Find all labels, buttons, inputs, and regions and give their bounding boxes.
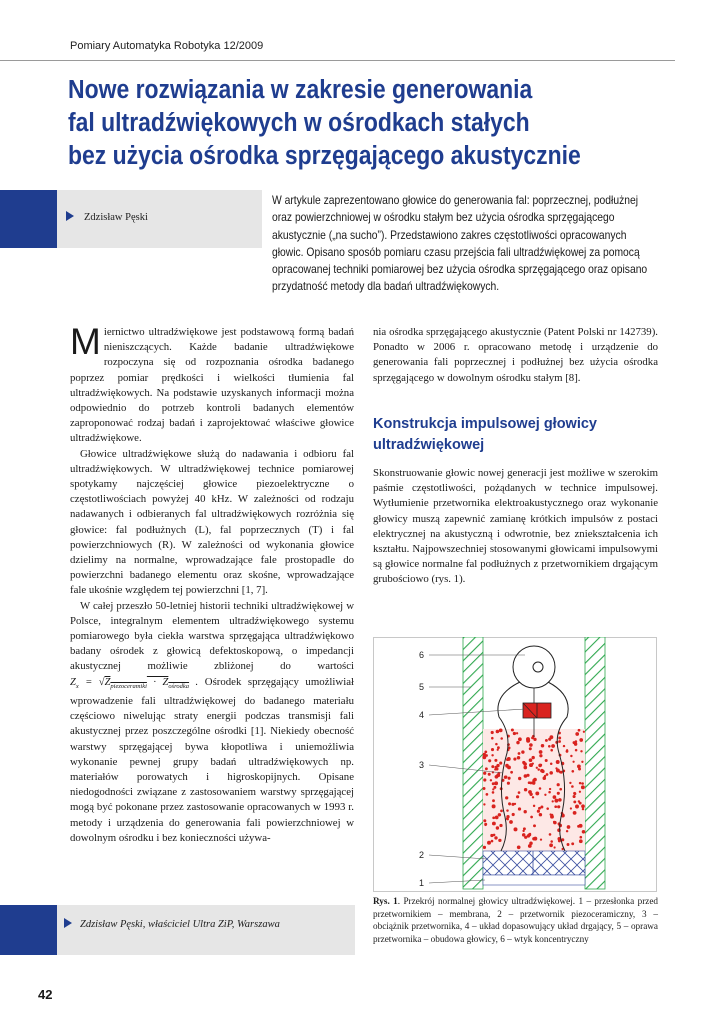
- backing-dot: [539, 750, 543, 754]
- backing-dot: [571, 842, 574, 845]
- backing-dot: [483, 772, 486, 775]
- backing-dot: [495, 816, 499, 820]
- backing-dot: [533, 824, 536, 827]
- backing-dot: [484, 824, 486, 826]
- dropcap: M: [70, 321, 101, 362]
- paragraph-4: Skonstruowanie głowic nowej generacji jest możliwe w szerokim paśmie częstotliwości, pożądanych w technice impulsowej. Wytłumienie przetwornika elektroakustycznego oraz wykonanie głowicy muszą zapewnić zamianę krótkich impulsów z postaci elektrycznej na akustyczną i odwrotnie, bez zniekształcenia ich kształtu. Najpowszechniej stosowanymi głowicami impulsowymi są głowice normalne fal podłużnych z przetwornikiem drgającym grubościowo (rys. 1).: [373, 467, 658, 586]
- backing-dot: [517, 845, 521, 849]
- author-name: Zdzisław Pęski: [84, 212, 148, 223]
- backing-dot: [529, 841, 533, 845]
- formula-lhs: Z: [70, 676, 76, 688]
- formula-radicand: [105, 677, 189, 688]
- formula-z1: Z: [104, 676, 111, 688]
- backing-dot: [578, 800, 580, 802]
- page-number: 42: [38, 987, 53, 1002]
- backing-dot: [573, 811, 577, 815]
- backing-dot: [529, 758, 533, 762]
- paragraph-2: Głowice ultradźwiękowe służą do nadawania i odbioru fal ultradźwiękowych. W ultradźwiękowej technice pomiarowej spotykamy najczęściej głowice piezoelektryczne o częstotliwościach powyżej 40 kHz. W zależności od rodzaju nadawanych i odbieranych fal ultradźwiękowych rozróżnia się głowice: fal podłużnych (L), fal poprzecznych (T) i fal powierzchniowych (R). W zależności od wykonania głowice dzielimy na normalne, wprowadzające fale prostopadle do powierzchni badanego elementu oraz skośne, wprowadzające fale ukośnie względem tej powierzchni [1, 7].: [70, 447, 354, 597]
- figure-caption-text: . Przekrój normalnej głowicy ultradźwiękowej. 1 – przesłonka przed przetwornikiem – membrana, 2 – przetwornik piezoceramiczny, 3 – obciążnik przetwornika, 4 – układ dopasowujący układ drgający, 5 – oprawa przetwornika – obudowa głowicy, 6 – wtyk koncentryczny: [373, 896, 658, 944]
- backing-dot: [496, 764, 499, 767]
- formula-z2-sub: ośrodka: [168, 682, 190, 690]
- coax-connector-outer: [513, 646, 555, 688]
- backing-dot: [490, 779, 492, 781]
- backing-dot: [575, 805, 579, 809]
- backing-dot: [552, 800, 554, 802]
- backing-dot: [522, 761, 525, 764]
- backing-dot: [492, 799, 495, 802]
- piezo-transducer: [483, 851, 585, 875]
- backing-dot: [536, 767, 538, 769]
- backing-dot: [581, 785, 585, 789]
- backing-dot: [532, 762, 534, 764]
- backing-dot: [529, 781, 532, 784]
- backing-dot: [581, 782, 584, 785]
- backing-dot: [511, 728, 514, 731]
- backing-dot: [508, 803, 510, 805]
- figure-label-4: 4: [419, 710, 425, 720]
- backing-dot: [558, 737, 561, 740]
- backing-dot: [545, 739, 548, 742]
- title-line-1: Nowe rozwiązania w zakresie generowania: [68, 76, 533, 104]
- backing-dot: [483, 803, 485, 805]
- backing-dot: [550, 749, 553, 752]
- author-accent-bar: [0, 190, 57, 248]
- backing-dot: [482, 787, 485, 790]
- backing-dot: [492, 822, 496, 826]
- backing-dot: [559, 771, 562, 774]
- backing-dot: [548, 791, 551, 794]
- backing-dot: [516, 732, 518, 734]
- backing-dot: [513, 758, 516, 761]
- figure-label-1: 1: [419, 878, 425, 888]
- coax-connector-inner: [533, 662, 543, 672]
- backing-dot: [530, 816, 533, 819]
- backing-dot: [511, 803, 514, 806]
- triangle-right-icon: [66, 211, 74, 221]
- backing-dot: [492, 791, 495, 794]
- backing-dot: [558, 740, 561, 743]
- backing-dot: [491, 754, 493, 756]
- backing-dot: [507, 782, 510, 785]
- backing-dot: [569, 782, 571, 784]
- paragraph-intro: [70, 321, 354, 447]
- backing-dot: [523, 766, 527, 770]
- backing-dot: [492, 788, 494, 790]
- author-affiliation: Zdzisław Pęski, właściciel Ultra ZiP, Warszawa: [80, 919, 280, 930]
- backing-dot: [532, 782, 535, 785]
- backing-dot: [582, 830, 586, 834]
- backing-dot: [554, 799, 558, 803]
- backing-dot: [550, 762, 553, 765]
- backing-dot: [574, 742, 577, 745]
- backing-dot: [505, 796, 508, 799]
- backing-dot: [514, 827, 518, 831]
- backing-dot: [553, 795, 557, 799]
- backing-dot: [505, 776, 507, 778]
- backing-dot: [533, 738, 536, 741]
- backing-dot: [506, 809, 508, 811]
- body-column-right-top: [373, 325, 658, 386]
- formula-end: .: [189, 676, 199, 688]
- backing-dot: [574, 792, 577, 795]
- backing-dot: [506, 815, 509, 818]
- backing-dot: [544, 794, 546, 796]
- backing-dot: [524, 774, 528, 778]
- backing-dot: [488, 773, 491, 776]
- backing-dot: [559, 788, 562, 791]
- backing-dot: [554, 846, 556, 848]
- article-title: [68, 74, 626, 173]
- backing-dot: [523, 827, 526, 830]
- backing-dot: [575, 749, 578, 752]
- backing-dot: [518, 752, 521, 755]
- backing-dot: [500, 737, 503, 740]
- backing-dot: [579, 824, 583, 828]
- backing-dot: [581, 804, 585, 808]
- backing-dot: [529, 747, 532, 750]
- triangle-right-icon: [64, 918, 72, 928]
- backing-dot: [571, 785, 574, 788]
- backing-dot: [540, 838, 542, 840]
- membrane: [483, 875, 585, 885]
- backing-dot: [496, 730, 500, 734]
- backing-dot: [513, 732, 516, 735]
- backing-dot: [517, 756, 521, 760]
- backing-dot: [570, 755, 572, 757]
- backing-dot: [540, 764, 542, 766]
- backing-dot: [553, 821, 557, 825]
- backing-dot: [491, 765, 494, 768]
- backing-dot: [570, 807, 572, 809]
- paragraph-continuation: nia ośrodka sprzęgającego akustycznie (Patent Polski nr 142739). Ponadto w 2006 r. opracowano metodę i urządzenie do generowania fali poprzecznej i podłużnej bez użycia ośrodka sprzęgającego w dowolnym ośrodku stałym [8].: [373, 326, 658, 384]
- backing-dot: [579, 836, 582, 839]
- backing-dot: [487, 841, 491, 845]
- backing-dot: [550, 840, 553, 843]
- probe-cross-section-figure: [373, 637, 657, 892]
- backing-dot: [499, 762, 502, 765]
- backing-dot: [577, 765, 581, 769]
- backing-dot: [508, 777, 511, 780]
- backing-dot: [579, 839, 583, 843]
- backing-dot: [492, 816, 495, 819]
- backing-dot: [549, 833, 552, 836]
- backing-dot: [516, 741, 519, 744]
- backing-dot: [580, 750, 582, 752]
- backing-dot: [521, 750, 524, 753]
- backing-dot: [526, 737, 530, 741]
- backing-dot: [494, 759, 497, 762]
- backing-dot: [578, 729, 581, 732]
- backing-dot: [557, 792, 560, 795]
- backing-dot: [541, 744, 544, 747]
- backing-dot: [491, 737, 494, 740]
- housing-wall-left: [463, 637, 483, 889]
- paragraph-intro-text: iernictwo ultradźwiękowe jest podstawową formą badań nieniszczących. Każde badanie ultradźwiękowe rozpoczyna się od rozpoznania ośrodka badanego poprzez pomiar prędkości i wielkości tłumienia fal ultradźwiękowych. Na podstawie uzyskanych informacji można odpowiednio do potrzeb kontroli badanych elementów zaproponować rodzaj badań i zaprojektować właściwe głowice ultradźwiękowe.: [70, 326, 354, 445]
- backing-dot: [573, 800, 576, 803]
- backing-dot: [546, 807, 549, 810]
- backing-dot: [575, 732, 579, 736]
- backing-dot: [512, 813, 515, 816]
- backing-dot: [518, 737, 522, 741]
- body-column-right: [373, 466, 658, 588]
- figure-label-5: 5: [419, 682, 425, 692]
- backing-dot: [488, 759, 491, 762]
- backing-dot: [535, 791, 539, 795]
- figure-label-2: 2: [419, 850, 425, 860]
- backing-dot: [572, 761, 574, 763]
- backing-dot: [518, 777, 521, 780]
- backing-dot: [485, 754, 488, 757]
- section-heading: Konstrukcja impulsowej głowicy ultradźwiękowej: [373, 416, 597, 453]
- backing-dot: [579, 782, 582, 785]
- backing-dot: [540, 769, 544, 773]
- header-divider: [0, 60, 675, 61]
- backing-dot: [518, 791, 521, 794]
- backing-dot: [486, 793, 489, 796]
- backing-dot: [506, 758, 509, 761]
- backing-dot: [550, 815, 554, 819]
- backing-dot: [579, 791, 581, 793]
- backing-dot: [491, 731, 494, 734]
- impedance-formula: [70, 677, 198, 688]
- backing-dot: [548, 745, 551, 748]
- formula-dot: ·: [146, 676, 163, 688]
- backing-dot: [582, 808, 584, 810]
- backing-dot: [529, 793, 532, 796]
- backing-dot: [567, 843, 570, 846]
- backing-dot: [483, 819, 486, 822]
- housing-wall-right: [585, 637, 605, 889]
- backing-dot: [537, 810, 540, 813]
- backing-dot: [579, 738, 583, 742]
- formula-lhs-sub: x: [75, 682, 79, 690]
- backing-dot: [483, 778, 486, 781]
- backing-dot: [566, 830, 568, 832]
- paragraph-3: [70, 599, 354, 846]
- backing-dot: [549, 843, 553, 847]
- backing-dot: [485, 767, 488, 770]
- backing-dot: [509, 820, 513, 824]
- backing-dot: [533, 778, 537, 782]
- backing-dot: [573, 795, 576, 798]
- backing-dot: [557, 783, 560, 786]
- backing-dot: [492, 771, 494, 773]
- backing-dot: [583, 731, 585, 733]
- backing-dot: [493, 834, 496, 837]
- backing-dot: [539, 813, 542, 816]
- backing-dot: [537, 768, 539, 770]
- backing-dot: [494, 781, 498, 785]
- backing-dot: [567, 825, 571, 829]
- backing-dot: [531, 737, 533, 739]
- backing-dot: [566, 750, 569, 753]
- backing-dot: [491, 840, 494, 843]
- figure-caption-label: Rys. 1: [373, 896, 398, 906]
- backing-dot: [483, 846, 486, 849]
- backing-dot: [581, 761, 583, 763]
- backing-dot: [533, 805, 535, 807]
- journal-header: Pomiary Automatyka Robotyka 12/2009: [70, 40, 264, 52]
- backing-dot: [550, 735, 554, 739]
- backing-dot: [545, 759, 548, 762]
- body-column-left: [70, 321, 355, 846]
- backing-dot: [551, 744, 555, 748]
- backing-dot: [546, 773, 549, 776]
- backing-dot: [558, 798, 562, 802]
- backing-dot: [557, 805, 560, 808]
- backing-dot: [563, 745, 565, 747]
- backing-dot: [499, 824, 502, 827]
- backing-dot: [554, 805, 557, 808]
- backing-dot: [495, 743, 498, 746]
- backing-dot: [532, 756, 535, 759]
- figure-label-6: 6: [419, 650, 425, 660]
- backing-dot: [549, 771, 553, 775]
- abstract: W artykule zaprezentowano głowice do generowania fal: poprzecznej, podłużnej oraz powierzchniowej w ośrodku stałym bez użycia ośrodka sprzęgającego akustycznie („na sucho”). Przedstawiono zakres częstotliwości opracowanych głowic. Opisano sposób pomiaru czasu przejścia fali ultradźwiękowej za pomocą opracowanej techniki pomiarowej bez użycia ośrodka sprzęgającego oraz opisano przydatność metody dla badań ultradźwiękowych.: [272, 193, 648, 294]
- backing-dot: [529, 833, 531, 835]
- backing-dot: [532, 796, 534, 798]
- backing-dot: [540, 806, 543, 809]
- backing-dot: [498, 813, 501, 816]
- backing-dot: [492, 804, 496, 808]
- backing-dot: [518, 807, 521, 810]
- figure-label-3: 3: [419, 760, 425, 770]
- formula-z2: Z: [162, 676, 169, 688]
- title-line-3: bez użycia ośrodka sprzęgającego akustycznie: [68, 142, 581, 170]
- backing-dot: [555, 767, 557, 769]
- figure-caption: [373, 895, 658, 945]
- backing-dot: [571, 770, 574, 773]
- backing-dot: [549, 788, 551, 790]
- backing-dot: [544, 775, 546, 777]
- paragraph-3-text-a: W całej przeszło 50-letniej historii techniki ultradźwiękowej w Polsce, integralnym elementem ultradźwiękowego systemu pomiarowego była ciekła warstwa sprzęgająca ultradźwiękowo badany ośrodek z głowicą defektoskopową, o impedancji akustycznej możliwie zbliżonej do wartości: [70, 599, 354, 673]
- backing-dot: [507, 765, 511, 769]
- backing-dot: [499, 729, 503, 733]
- backing-dot: [492, 782, 495, 785]
- backing-dot: [491, 748, 494, 751]
- backing-dot: [524, 788, 527, 791]
- backing-dot: [522, 833, 526, 837]
- backing-dot: [533, 837, 537, 841]
- backing-dot: [510, 771, 513, 774]
- paragraph-3-text-b: Ośrodek sprzęgający umożliwiał wprowadzenie fali ultradźwiękowej do badanego materiału częściowo niwelując straty energii podczas transmisji fali akustycznej przez poszczególne ośrodki [1]. Niekiedy obecność warstwy sprzęgającej bywa kłopotliwa i uniemożliwia wykonanie pewnej grupy badań ultradźwiękowych np. materiałów porowatych i higroskopijnych. Opisane niedogodności związane z zastosowaniem warstwy sprzęgającej mogą być pokonane przez zastosowanie opracowanych w 1993 r. metody i urządzenia do generowania fali powierzchniowej w dowolnym ośrodku i bez konieczności używa-: [70, 675, 355, 844]
- backing-dot: [496, 826, 499, 829]
- backing-dot: [539, 787, 542, 790]
- title-line-2: fal ultradźwiękowych w ośrodkach stałych: [68, 109, 530, 137]
- backing-dot: [497, 746, 500, 749]
- formula-eq-sqrt: = √: [78, 676, 105, 688]
- formula-z1-sub: piezoceramiki: [110, 682, 147, 690]
- backing-dot: [524, 810, 527, 813]
- backing-dot: [494, 836, 497, 839]
- footnote-accent-bar: [0, 905, 57, 955]
- backing-dot: [498, 839, 501, 842]
- backing-dot: [529, 743, 533, 747]
- backing-dot: [539, 754, 542, 757]
- backing-dot: [500, 810, 503, 813]
- backing-dot: [556, 760, 560, 764]
- backing-dot: [516, 795, 519, 798]
